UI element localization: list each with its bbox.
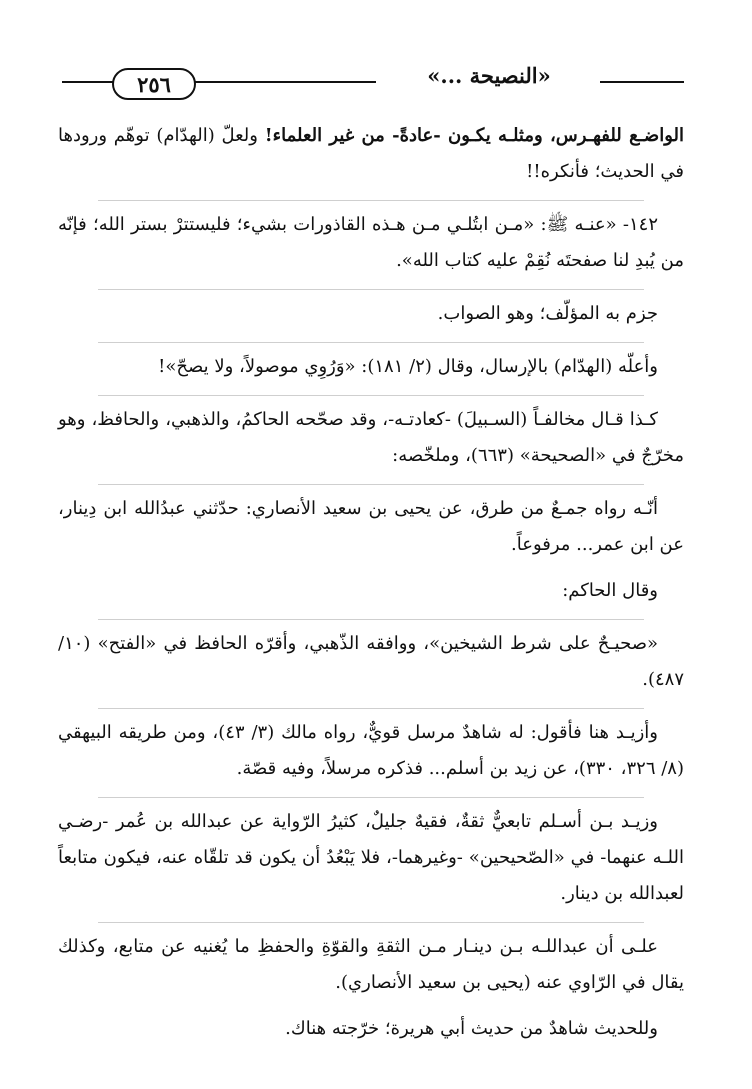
page-title: «النصيحة ...» [427, 63, 551, 88]
paragraph-separator [98, 922, 644, 923]
header-rule-middle [194, 81, 376, 83]
page-number: ٢٥٦ [112, 68, 196, 100]
paragraph-11: علـى أن عبداللـه بـن دينـار مـن الثقةِ والقوّةِ والحفظِ ما يُغنيه عن متابع، وكذلك يقال في الرّاوي عنه (يحيى بن سعيد الأنصاري). [58, 936, 684, 993]
paragraph-10: وزيـد بـن أسـلم تابعيٌّ ثقةٌ، فقيهٌ جليلٌ، كثيرُ الرّواية عن عبدالله بن عُمر -رضـي اللـه عنهما- في «الصّحيحين» -وغيرهما-، فلا يَبْعُدُ أن يكون قد تلقّاه عنه، فيكون متابعاً لعبدالله بن دينار. [58, 811, 684, 904]
paragraph-separator [98, 395, 644, 396]
paragraph-8: «صحيـحٌ على شرط الشيخين»، ووافقه الذّهبي، وأقرّه الحافظ في «الفتح» (١٠/ ٤٨٧). [58, 633, 684, 690]
header-rule-left [62, 81, 114, 83]
paragraph-separator [98, 342, 644, 343]
paragraph-3: جزم به المؤلّف؛ وهو الصواب. [437, 303, 658, 324]
paragraph-1-lead: الواضـع للفهـرس، ومثلـه يكـون -عادةً- من غير العلماء! [264, 125, 684, 146]
page-body [58, 118, 684, 1057]
paragraph-1 [58, 118, 684, 190]
paragraph-separator [98, 484, 644, 485]
header-rule-right [600, 81, 684, 83]
paragraph-6: أنّـه رواه جمـعٌ من طرق، عن يحيى بن سعيد الأنصاري: حدّثني عبدُالله ابن دِينار، عن ابن عمر... مرفوعاً. [58, 498, 684, 555]
paragraph-7: وقال الحاكم: [562, 580, 658, 601]
paragraph-separator [98, 708, 644, 709]
paragraph-separator [98, 200, 644, 201]
paragraph-separator [98, 619, 644, 620]
paragraph-separator [98, 289, 644, 290]
page-header [62, 58, 684, 102]
paragraph-hadith-142: ١٤٢- «عنـه ﷺ: «مـن ابتُلـي مـن هـذه القاذورات بشيء؛ فليستترْ بستر الله؛ فإنّه من يُبدِ لنا صفحتَه نُقِمْ عليه كتاب الله». [58, 214, 684, 271]
paragraph-5: كـذا قـال مخالفـاً (السـبيلَ) -كعادتـه-، وقد صحّحه الحاكمُ، والذهبي، والحافظ، وهو مخرّجٌ في «الصحيحة» (٦٦٣)، وملخّصه: [58, 409, 684, 466]
paragraph-4: وأعلّه (الهدّام) بالإرسال، وقال (٢/ ١٨١): «وَرُوِي موصولاً، ولا يصحّ»! [158, 356, 658, 377]
paragraph-1-text: ولعلّ (الهدّام) توهّم ورودها في الحديث؛ فأنكره!! [58, 125, 684, 182]
paragraph-12: وللحديث شاهدٌ من حديث أبي هريرة؛ خرّجته هناك. [285, 1018, 658, 1039]
paragraph-separator [98, 797, 644, 798]
paragraph-9: وأزيـد هنا فأقول: له شاهدٌ مرسل قويٌّ، رواه مالك (٣/ ٤٣)، ومن طريقه البيهقي (٨/ ٣٢٦، ٣٣٠)، عن زيد بن أسلم... فذكره مرسلاً، وفيه قصّة. [58, 722, 684, 779]
